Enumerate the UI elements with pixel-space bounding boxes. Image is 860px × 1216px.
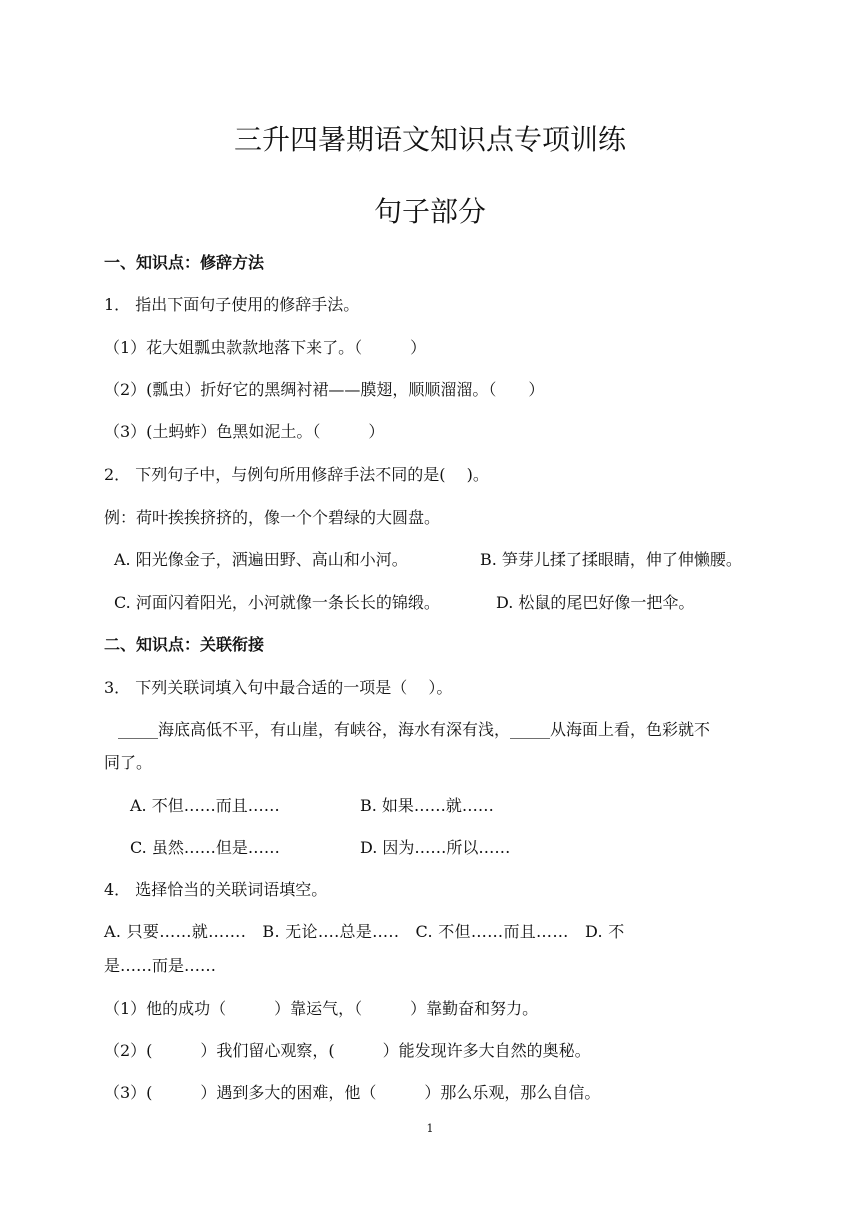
section-heading-connectives: 二、知识点：关联衔接 bbox=[104, 635, 265, 654]
section-heading-rhetoric: 一、知识点：修辞方法 bbox=[104, 253, 265, 272]
question-4-item-1: （1）他的成功（ ）靠运气，（ ）靠勤奋和努力。 bbox=[104, 999, 539, 1018]
question-4-stem: 4． 选择恰当的关联词语填空。 bbox=[104, 880, 328, 899]
question-2-option-d: D. 松鼠的尾巴好像一把伞。 bbox=[496, 593, 695, 612]
question-2-option-a: A. 阳光像金子，洒遍田野、高山和小河。 bbox=[114, 550, 408, 569]
question-2-stem: 2． 下列句子中，与例句所用修辞手法不同的是( )。 bbox=[104, 465, 489, 484]
question-4-options-line-1: A. 只要……就……. B. 无论….总是….. C. 不但……而且…… D. 不 bbox=[104, 922, 625, 941]
question-3-stem: 3． 下列关联词填入句中最合适的一项是（ ）。 bbox=[104, 678, 453, 697]
document-subtitle: 句子部分 bbox=[373, 195, 486, 228]
question-2-option-b: B. 笋芽儿揉了揉眼睛，伸了伸懒腰。 bbox=[480, 550, 742, 569]
question-4-item-3: （3）( ）遇到多大的困难，他（ ）那么乐观，那么自信。 bbox=[104, 1083, 601, 1102]
question-3-option-d: D. 因为……所以…… bbox=[360, 838, 511, 857]
question-1-item-2: （2）(瓢虫）折好它的黑绸衬裙——膜翅，顺顺溜溜。（ ） bbox=[104, 380, 545, 399]
question-4-item-2: （2）( ）我们留心观察，( ）能发现许多大自然的奥秘。 bbox=[104, 1041, 591, 1060]
question-1-stem: 1． 指出下面句子使用的修辞手法。 bbox=[104, 295, 360, 314]
question-3-option-c: C. 虽然……但是…… bbox=[130, 838, 280, 857]
question-1-item-3: （3）(土蚂蚱）色黑如泥土。（ ） bbox=[104, 422, 385, 441]
question-3-sentence-line-2: 同了。 bbox=[104, 753, 153, 772]
question-4-options-line-2: 是……而是…… bbox=[104, 956, 217, 975]
question-2-option-c: C. 河面闪着阳光，小河就像一条长长的锦缎。 bbox=[114, 593, 440, 612]
question-1-item-1: （1）花大姐瓢虫款款地落下来了。（ ） bbox=[104, 338, 427, 357]
document-title: 三升四暑期语文知识点专项训练 bbox=[233, 123, 626, 156]
page-number: 1 bbox=[426, 1122, 434, 1135]
question-3-sentence-line-1: _____海底高低不平，有山崖，有峡谷，海水有深有浅，_____从海面上看，色彩就不 bbox=[118, 720, 711, 739]
question-2-example: 例：荷叶挨挨挤挤的，像一个个碧绿的大圆盘。 bbox=[104, 508, 441, 527]
question-3-option-a: A. 不但……而且…… bbox=[130, 796, 280, 815]
question-3-option-b: B. 如果……就…… bbox=[360, 796, 494, 815]
